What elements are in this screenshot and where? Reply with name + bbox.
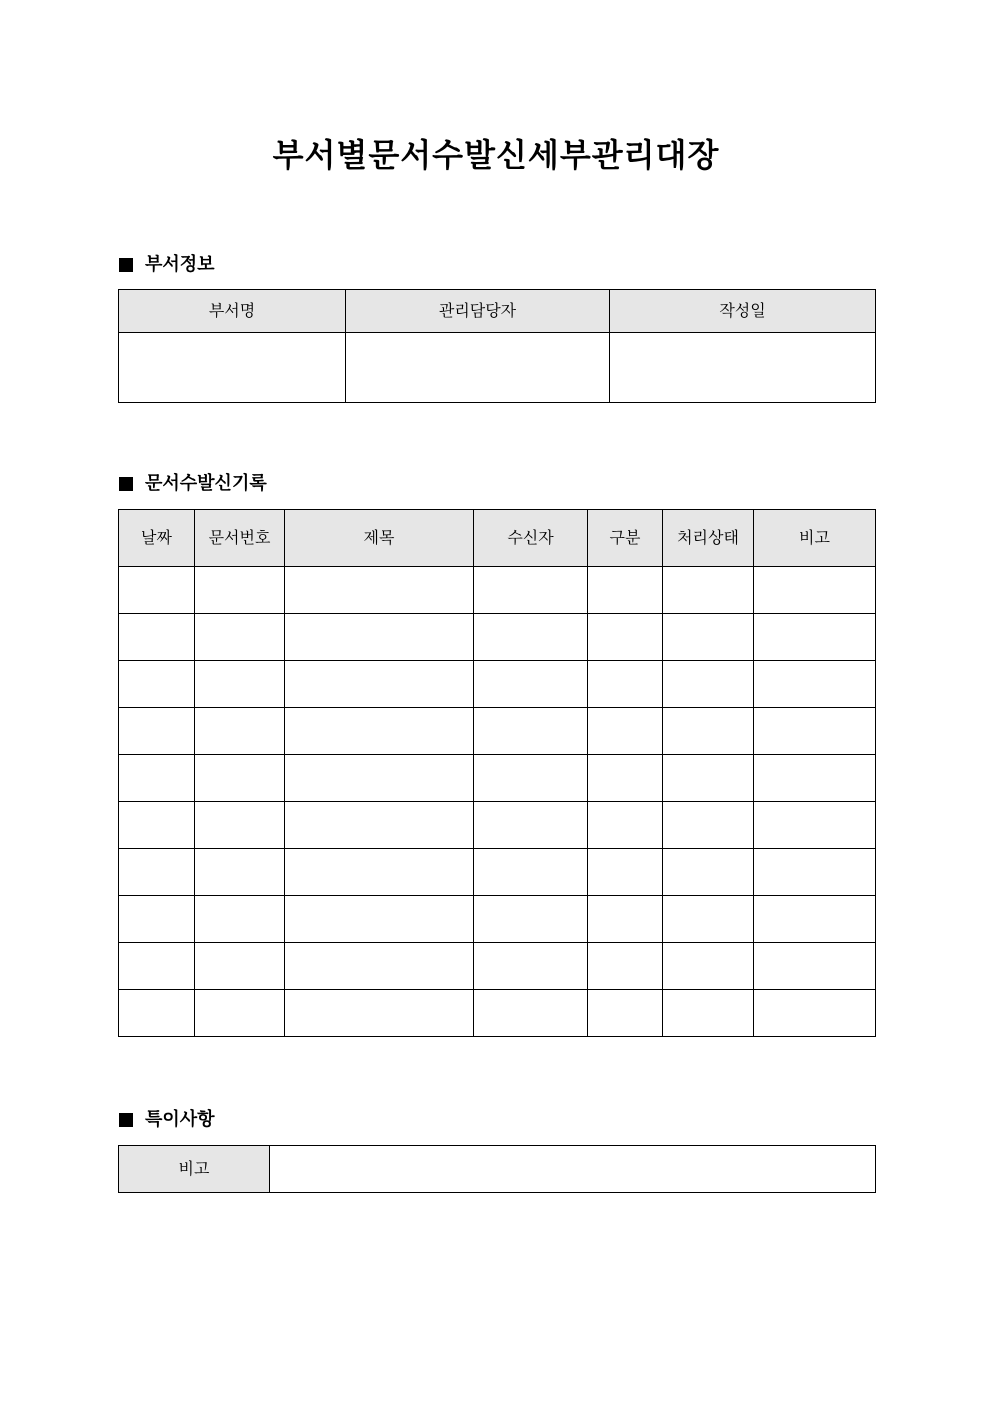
subject-cell[interactable]	[285, 990, 474, 1037]
status-cell[interactable]	[663, 802, 754, 849]
subject-cell[interactable]	[285, 896, 474, 943]
subject-cell[interactable]	[285, 567, 474, 614]
remarks-cell[interactable]	[754, 849, 876, 896]
doc-number-cell[interactable]	[195, 802, 285, 849]
manager-cell[interactable]	[346, 333, 610, 403]
subject-cell[interactable]	[285, 755, 474, 802]
remarks-cell[interactable]	[754, 661, 876, 708]
category-cell[interactable]	[588, 896, 663, 943]
subject-header: 제목	[285, 510, 474, 567]
created-date-header: 작성일	[610, 290, 876, 333]
status-cell[interactable]	[663, 896, 754, 943]
table-row	[119, 802, 876, 849]
remarks-cell[interactable]	[754, 802, 876, 849]
doc-number-cell[interactable]	[195, 849, 285, 896]
note-label: 비고	[119, 1146, 270, 1193]
subject-cell[interactable]	[285, 802, 474, 849]
table-row	[119, 708, 876, 755]
category-cell[interactable]	[588, 802, 663, 849]
doc-number-cell[interactable]	[195, 567, 285, 614]
recipient-cell[interactable]	[474, 661, 588, 708]
category-cell[interactable]	[588, 661, 663, 708]
note-section-title: 특이사항	[145, 1109, 215, 1130]
record-section-title: 문서수발신기록	[145, 473, 267, 494]
status-cell[interactable]	[663, 755, 754, 802]
recipient-header: 수신자	[474, 510, 588, 567]
special-notes-table	[118, 1145, 876, 1193]
doc-number-cell[interactable]	[195, 990, 285, 1037]
date-header: 날짜	[119, 510, 195, 567]
table-row	[119, 661, 876, 708]
doc-number-cell[interactable]	[195, 755, 285, 802]
status-cell[interactable]	[663, 849, 754, 896]
status-header: 처리상태	[663, 510, 754, 567]
date-cell[interactable]	[119, 661, 195, 708]
doc-number-cell[interactable]	[195, 614, 285, 661]
doc-number-cell[interactable]	[195, 943, 285, 990]
note-row	[119, 1146, 876, 1193]
category-cell[interactable]	[588, 990, 663, 1037]
category-cell[interactable]	[588, 849, 663, 896]
recipient-cell[interactable]	[474, 614, 588, 661]
table-row	[119, 755, 876, 802]
created-date-cell[interactable]	[610, 333, 876, 403]
document-record-table	[118, 509, 876, 1037]
date-cell[interactable]	[119, 849, 195, 896]
status-cell[interactable]	[663, 661, 754, 708]
remarks-header: 비고	[754, 510, 876, 567]
dept-name-cell[interactable]	[119, 333, 346, 403]
table-row	[119, 990, 876, 1037]
dept-header-row	[119, 290, 876, 333]
square-bullet-icon	[119, 1113, 133, 1127]
category-cell[interactable]	[588, 567, 663, 614]
date-cell[interactable]	[119, 943, 195, 990]
status-cell[interactable]	[663, 567, 754, 614]
table-row	[119, 849, 876, 896]
table-row	[119, 896, 876, 943]
remarks-cell[interactable]	[754, 755, 876, 802]
remarks-cell[interactable]	[754, 943, 876, 990]
category-cell[interactable]	[588, 614, 663, 661]
status-cell[interactable]	[663, 708, 754, 755]
recipient-cell[interactable]	[474, 943, 588, 990]
date-cell[interactable]	[119, 614, 195, 661]
recipient-cell[interactable]	[474, 849, 588, 896]
category-header: 구분	[588, 510, 663, 567]
remarks-cell[interactable]	[754, 990, 876, 1037]
recipient-cell[interactable]	[474, 896, 588, 943]
manager-header: 관리담당자	[346, 290, 610, 333]
category-cell[interactable]	[588, 708, 663, 755]
note-value-cell[interactable]	[270, 1146, 876, 1193]
date-cell[interactable]	[119, 708, 195, 755]
status-cell[interactable]	[663, 614, 754, 661]
recipient-cell[interactable]	[474, 802, 588, 849]
date-cell[interactable]	[119, 567, 195, 614]
recipient-cell[interactable]	[474, 990, 588, 1037]
doc-number-cell[interactable]	[195, 661, 285, 708]
date-cell[interactable]	[119, 990, 195, 1037]
date-cell[interactable]	[119, 802, 195, 849]
subject-cell[interactable]	[285, 849, 474, 896]
subject-cell[interactable]	[285, 943, 474, 990]
square-bullet-icon	[119, 477, 133, 491]
remarks-cell[interactable]	[754, 567, 876, 614]
record-section-heading	[119, 472, 267, 496]
recipient-cell[interactable]	[474, 708, 588, 755]
recipient-cell[interactable]	[474, 567, 588, 614]
record-header-row	[119, 510, 876, 567]
category-cell[interactable]	[588, 755, 663, 802]
remarks-cell[interactable]	[754, 708, 876, 755]
status-cell[interactable]	[663, 990, 754, 1037]
dept-info-table	[118, 289, 876, 403]
subject-cell[interactable]	[285, 661, 474, 708]
note-section-heading	[119, 1108, 215, 1132]
table-row	[119, 614, 876, 661]
table-row	[119, 943, 876, 990]
date-cell[interactable]	[119, 896, 195, 943]
record-table-body	[119, 567, 876, 1037]
remarks-cell[interactable]	[754, 896, 876, 943]
remarks-cell[interactable]	[754, 614, 876, 661]
category-cell[interactable]	[588, 943, 663, 990]
subject-cell[interactable]	[285, 708, 474, 755]
square-bullet-icon	[119, 258, 133, 272]
dept-section-heading	[119, 253, 215, 277]
date-cell[interactable]	[119, 755, 195, 802]
status-cell[interactable]	[663, 943, 754, 990]
dept-value-row	[119, 333, 876, 403]
dept-section-title: 부서정보	[145, 254, 215, 275]
recipient-cell[interactable]	[474, 755, 588, 802]
doc-number-header: 문서번호	[195, 510, 285, 567]
subject-cell[interactable]	[285, 614, 474, 661]
table-row	[119, 567, 876, 614]
dept-name-header: 부서명	[119, 290, 346, 333]
doc-number-cell[interactable]	[195, 708, 285, 755]
doc-number-cell[interactable]	[195, 896, 285, 943]
document-title: 부서별문서수발신세부관리대장	[272, 136, 720, 174]
